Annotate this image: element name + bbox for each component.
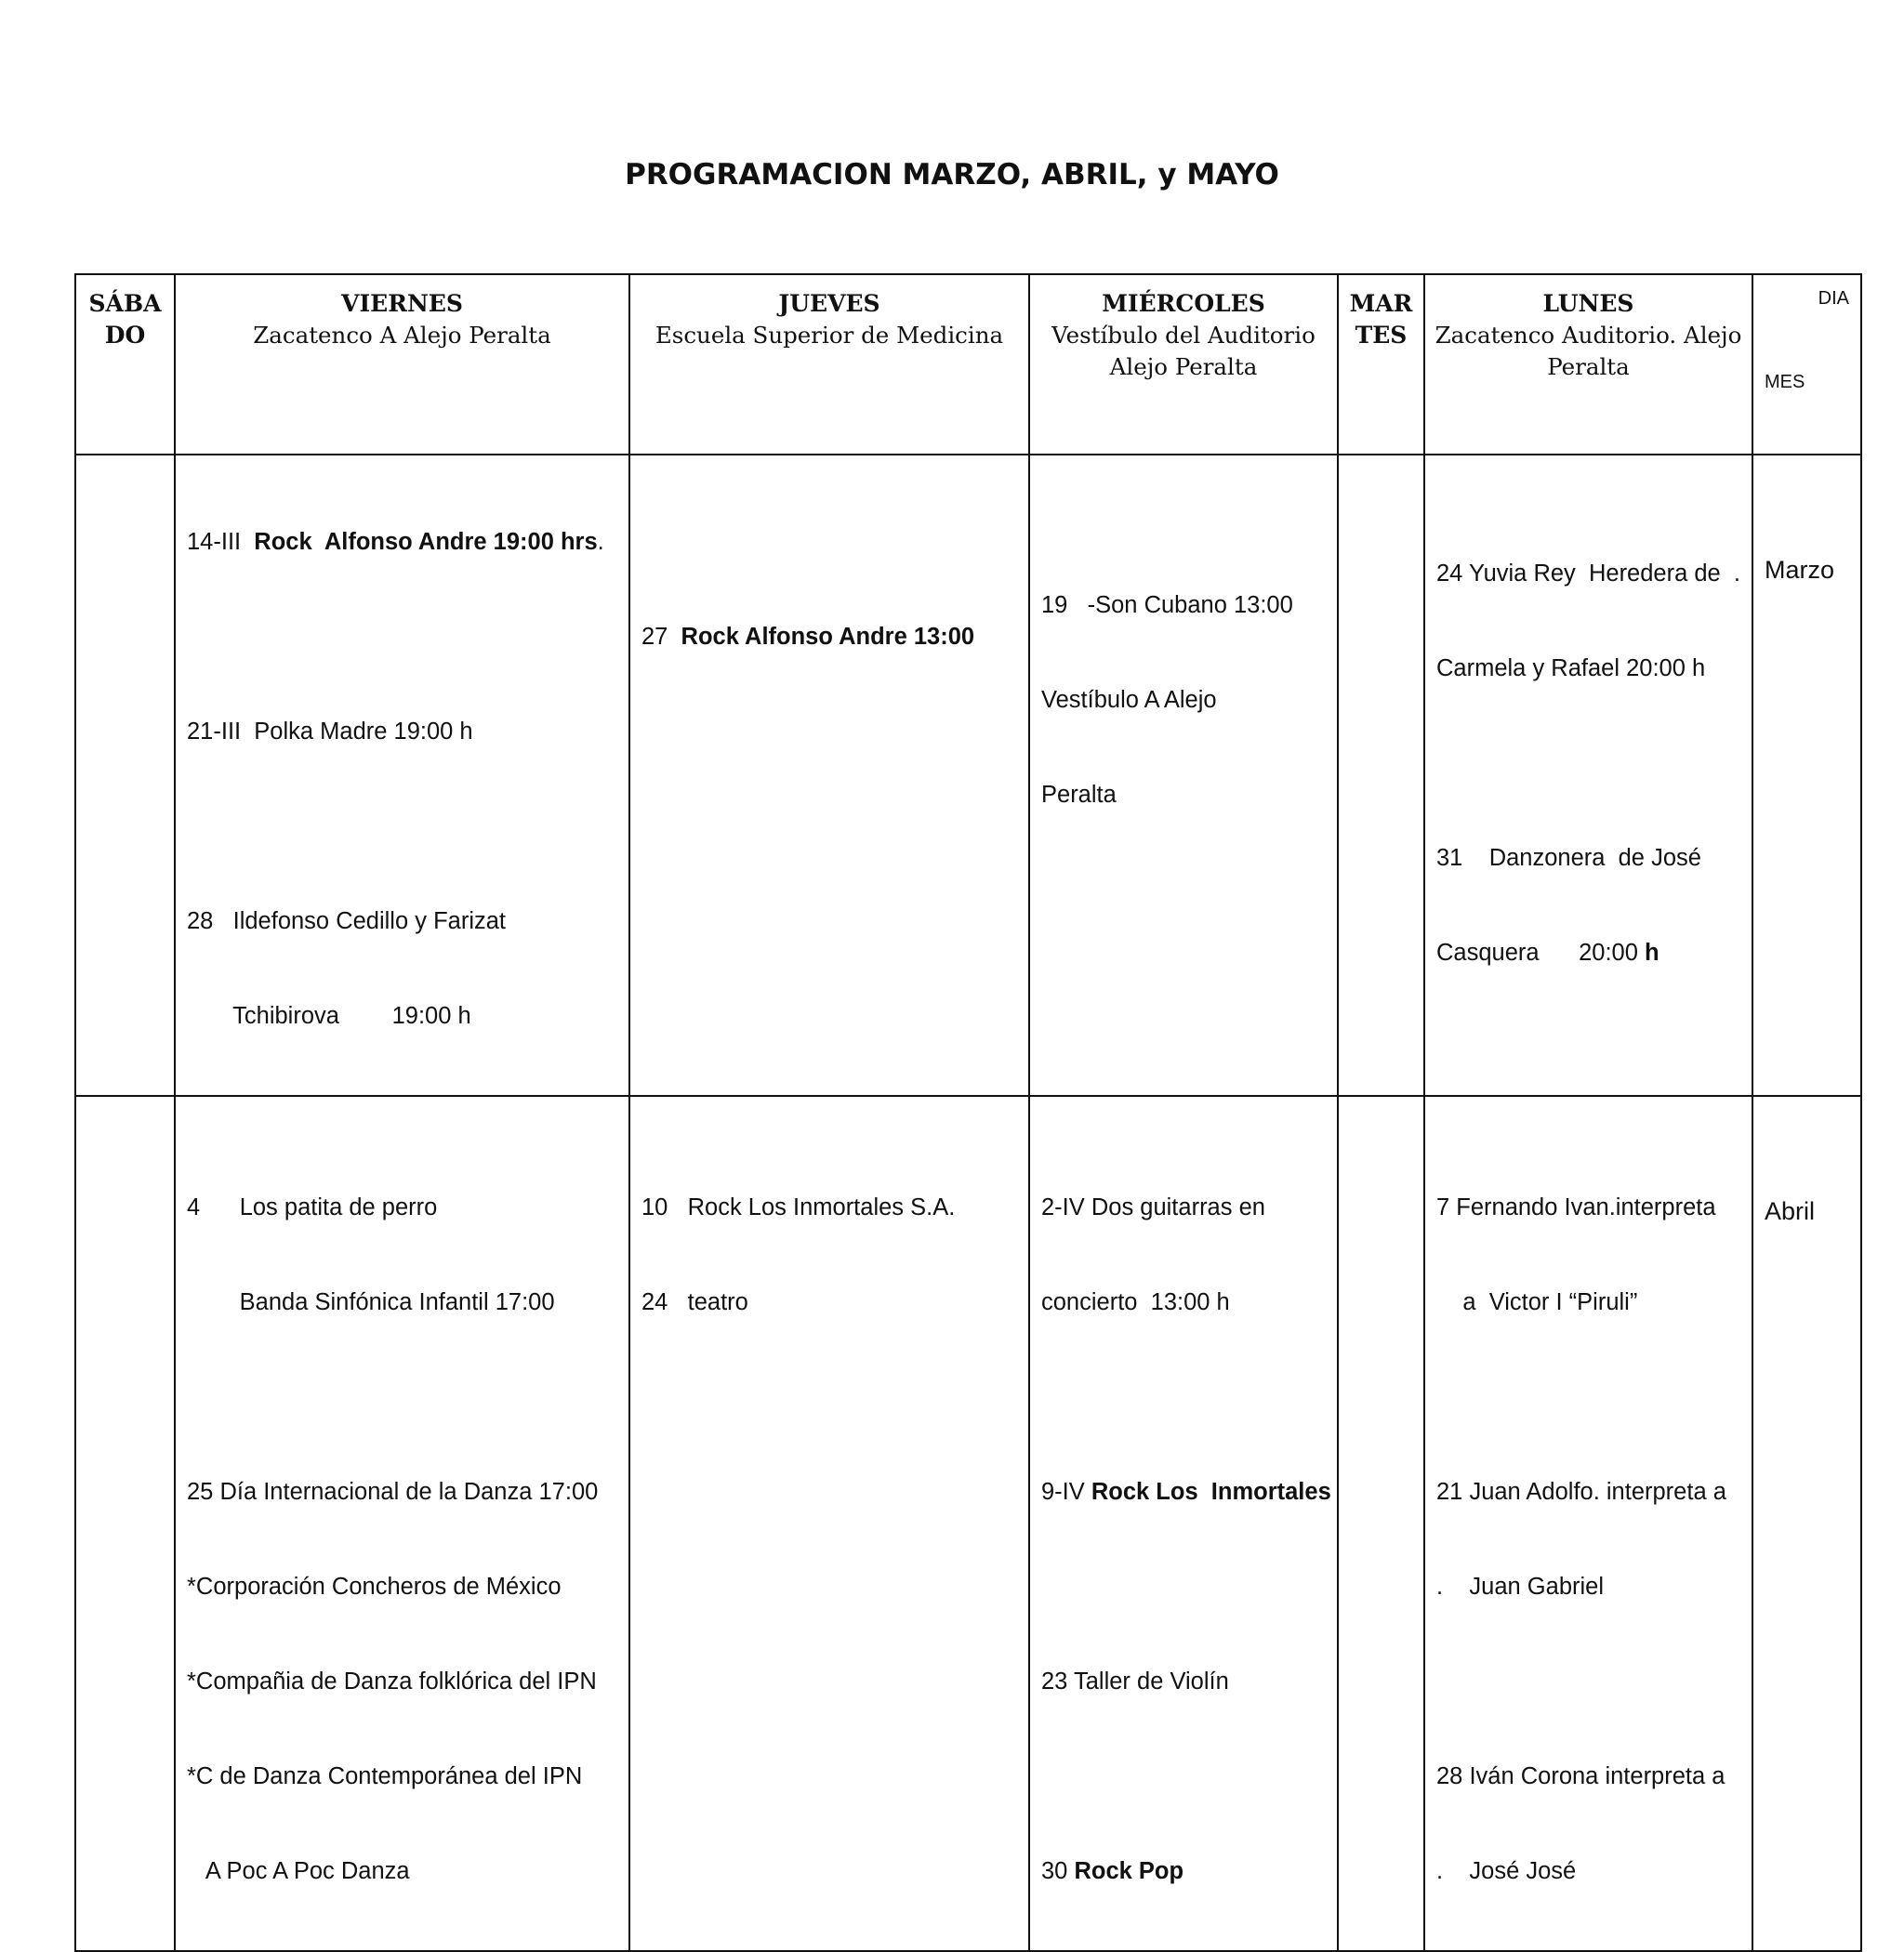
event-line: Tchibirova 19:00 h <box>187 1003 471 1029</box>
event-line: 24 Yuvia Rey Heredera de . <box>1436 561 1740 587</box>
event-line: Peralta <box>1041 782 1117 808</box>
event-line: 27 Rock Alfonso Andre 13:00 <box>641 624 975 650</box>
header-mes: MES <box>1765 372 1805 392</box>
header-jueves-venue: Escuela Superior de Medicina <box>654 322 1004 349</box>
cell-abril-viernes <box>175 1096 629 1951</box>
cell-marzo-lunes <box>1424 455 1752 1096</box>
event-line: concierto 13:00 h <box>1041 1289 1230 1315</box>
header-row <box>75 274 1861 455</box>
header-viernes-day: VIERNES <box>341 290 463 317</box>
event-line: Vestíbulo A Alejo <box>1041 687 1217 713</box>
header-martes-line-1: MAR <box>1349 290 1413 317</box>
event-line: *C de Danza Contemporánea del IPN <box>187 1763 583 1789</box>
header-miercoles-venue-2: Alejo Peralta <box>1109 353 1258 380</box>
event-line: 19 -Son Cubano 13:00 <box>1041 592 1293 618</box>
cell-marzo-viernes <box>175 455 629 1096</box>
event-line: a Victor I “Piruli” <box>1436 1289 1638 1315</box>
event-line: 25 Día Internacional de la Danza 17:00 <box>187 1479 599 1505</box>
header-viernes <box>175 274 629 455</box>
event-line: A Poc A Poc Danza <box>187 1858 410 1884</box>
event-line: . Juan Gabriel <box>1436 1574 1605 1600</box>
row-marzo <box>75 455 1861 1096</box>
header-miercoles-venue-1: Vestíbulo del Auditorio <box>1051 322 1316 349</box>
event-line: 2-IV Dos guitarras en <box>1041 1194 1265 1220</box>
page-title: PROGRAMACION MARZO, ABRIL, y MAYO <box>625 158 1279 191</box>
header-sabado <box>75 274 175 455</box>
header-jueves <box>629 274 1029 455</box>
event-line: *Compañia de Danza folklórica del IPN <box>187 1668 597 1695</box>
header-lunes-venue-1: Zacatenco Auditorio. Alejo <box>1435 322 1742 349</box>
header-viernes-venue: Zacatenco A Alejo Peralta <box>253 322 551 349</box>
event-line: Carmela y Rafael 20:00 h <box>1436 655 1706 681</box>
event-line: 10 Rock Los Inmortales S.A. <box>641 1194 956 1220</box>
header-sabado-line-1: SÁBA <box>88 290 162 317</box>
cell-marzo-miercoles <box>1029 455 1338 1096</box>
event-line: . José José <box>1436 1858 1577 1884</box>
cell-abril-month <box>1752 1096 1861 1951</box>
row-abril <box>75 1096 1861 1951</box>
month-label: Abril <box>1765 1197 1816 1225</box>
event-line: 23 Taller de Violín <box>1041 1668 1229 1695</box>
header-martes <box>1338 274 1424 455</box>
header-miercoles <box>1029 274 1338 455</box>
header-martes-line-2: TES <box>1355 322 1408 349</box>
event-line: 28 Ildefonso Cedillo y Farizat <box>187 908 507 934</box>
cell-abril-miercoles <box>1029 1096 1338 1951</box>
event-line: 9-IV Rock Los Inmortales <box>1041 1479 1331 1505</box>
event-line: 24 teatro <box>641 1289 748 1315</box>
event-line: 4 Los patita de perro <box>187 1194 438 1220</box>
cell-abril-sabado <box>75 1096 175 1951</box>
cell-marzo-month <box>1752 455 1861 1096</box>
event-line: 28 Iván Corona interpreta a <box>1436 1763 1726 1789</box>
event-line: 30 Rock Pop <box>1041 1858 1184 1884</box>
header-dia-mes <box>1752 274 1861 455</box>
month-label: Marzo <box>1765 556 1835 584</box>
event-line: 31 Danzonera de José <box>1436 845 1701 871</box>
event-line: 21 Juan Adolfo. interpreta a <box>1436 1479 1726 1505</box>
event-line: 7 Fernando Ivan.interpreta <box>1436 1194 1716 1220</box>
cell-abril-lunes <box>1424 1096 1752 1951</box>
cell-marzo-martes <box>1338 455 1424 1096</box>
event-line: Banda Sinfónica Infantil 17:00 <box>187 1289 555 1315</box>
cell-abril-jueves <box>629 1096 1029 1951</box>
cell-abril-martes <box>1338 1096 1424 1951</box>
event-line: Casquera 20:00 h <box>1436 940 1659 966</box>
header-lunes <box>1424 274 1752 455</box>
header-jueves-day: JUEVES <box>778 290 880 317</box>
header-sabado-line-2: DO <box>104 322 146 349</box>
event-line: *Corporación Concheros de México <box>187 1574 562 1600</box>
event-line: 21-III Polka Madre 19:00 h <box>187 719 473 745</box>
schedule-table <box>74 273 1862 1952</box>
cell-marzo-sabado <box>75 455 175 1096</box>
cell-marzo-jueves <box>629 455 1029 1096</box>
header-dia: DIA <box>1818 288 1849 309</box>
header-lunes-day: LUNES <box>1542 290 1634 317</box>
event-line: 14-III Rock Alfonso Andre 19:00 hrs. <box>187 529 604 555</box>
header-lunes-venue-2: Peralta <box>1547 353 1630 380</box>
header-miercoles-day: MIÉRCOLES <box>1102 290 1265 317</box>
